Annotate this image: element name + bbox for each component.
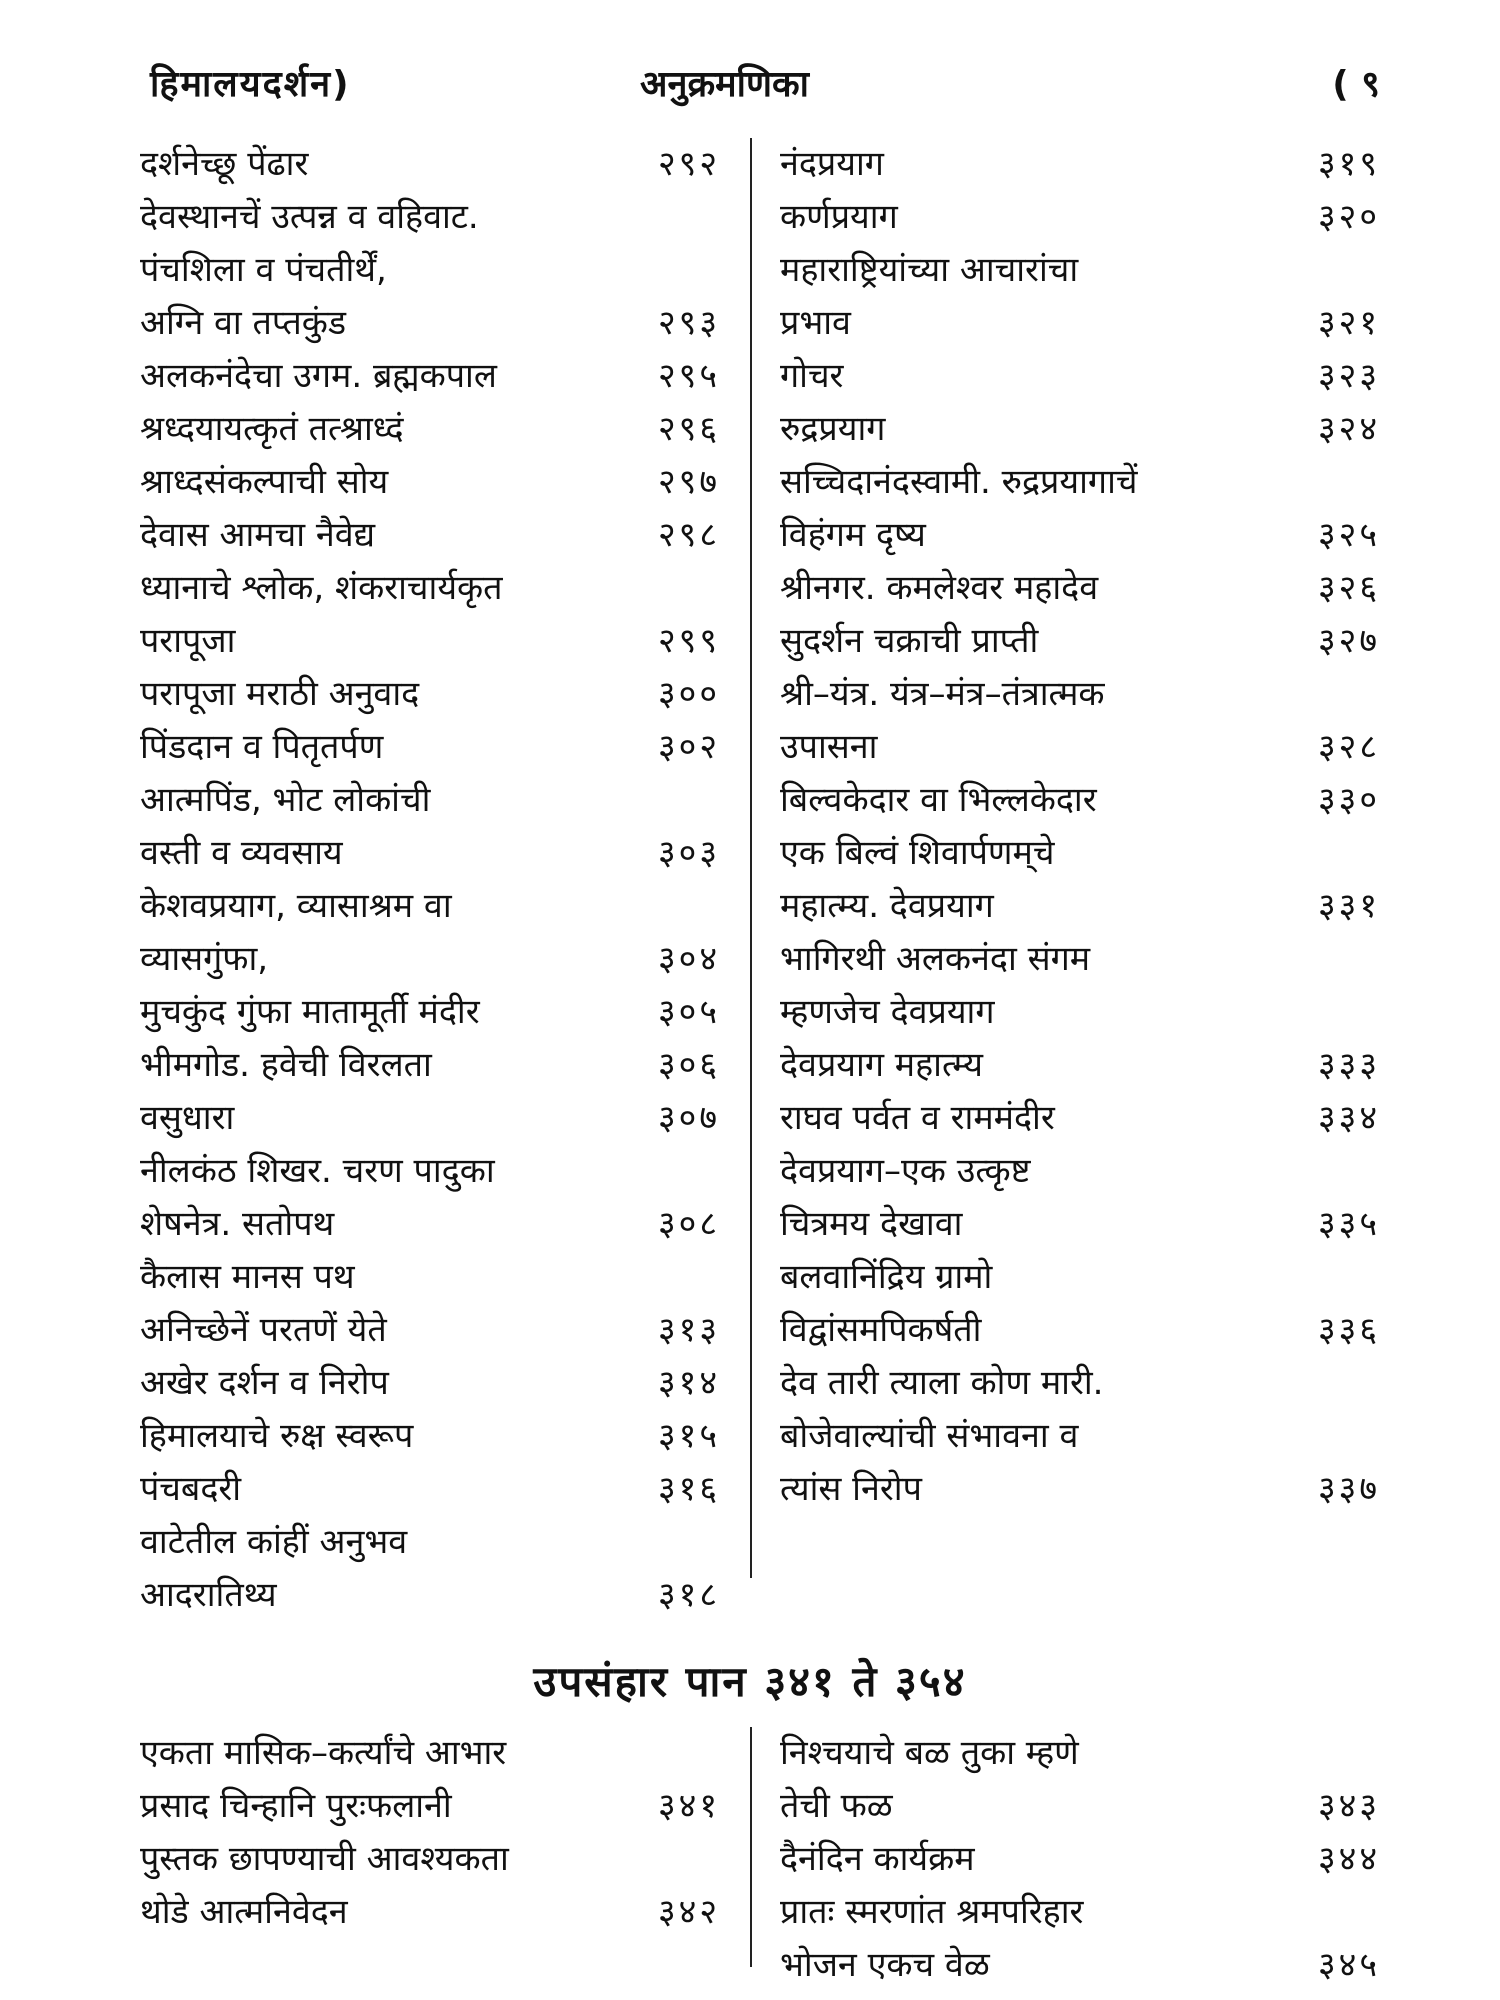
entry-title: दर्शनेच्छू पेंढार xyxy=(140,144,309,184)
entry-title: आदरातिथ्य xyxy=(140,1575,277,1615)
index-left-column xyxy=(140,138,720,1622)
entry-title: शेषनेत्र. सतोपथ xyxy=(140,1204,335,1244)
entry-title: म्हणजेच देवप्रयाग xyxy=(780,992,995,1032)
index-entry xyxy=(140,1092,720,1145)
entry-page-number: ३१३ xyxy=(657,1310,720,1350)
index-entry xyxy=(780,721,1380,774)
entry-page-number: २९५ xyxy=(657,356,720,396)
entry-page-number: ३३४ xyxy=(1317,1098,1380,1138)
index-entry xyxy=(780,986,1380,1039)
entry-title: देवस्थानचें उत्पन्न व वहिवाट. xyxy=(140,197,479,237)
index-entry xyxy=(140,1886,720,1939)
index-entry xyxy=(780,1410,1380,1463)
entry-page-number: ३०३ xyxy=(657,833,720,873)
index-entry xyxy=(140,1039,720,1092)
index-entry xyxy=(140,350,720,403)
entry-title: थोडे आत्मनिवेदन xyxy=(140,1892,348,1932)
index-entry xyxy=(140,827,720,880)
entry-page-number: २९७ xyxy=(657,462,720,502)
entry-title: श्रध्दयायत्कृतं तत्श्राध्दं xyxy=(140,409,404,449)
entry-page-number: ३२६ xyxy=(1317,568,1380,608)
index-entry xyxy=(140,933,720,986)
entry-title: गोचर xyxy=(780,356,844,396)
entry-title: पिंडदान व पितृतर्पण xyxy=(140,727,384,767)
index-entry xyxy=(140,1833,720,1886)
index-entry xyxy=(780,1727,1380,1780)
entry-title: तेची फळ xyxy=(780,1786,893,1826)
entry-page-number: ३०५ xyxy=(657,992,720,1032)
entry-title: महात्म्य. देवप्रयाग xyxy=(780,886,994,926)
entry-title: निश्चयाचे बळ तुका म्हणे xyxy=(780,1733,1079,1773)
entry-title: श्रीनगर. कमलेश्वर महादेव xyxy=(780,568,1099,608)
entry-title: रुद्रप्रयाग xyxy=(780,409,886,449)
column-divider xyxy=(750,1727,752,1967)
index-entry xyxy=(140,1198,720,1251)
index-entry xyxy=(140,297,720,350)
index-entry xyxy=(780,668,1380,721)
entry-page-number: ३३१ xyxy=(1317,886,1380,926)
index-entry xyxy=(140,615,720,668)
entry-title: अखेर दर्शन व निरोप xyxy=(140,1363,389,1403)
index-entry xyxy=(140,1357,720,1410)
entry-page-number: ३०६ xyxy=(657,1045,720,1085)
entry-page-number: ३१४ xyxy=(657,1363,720,1403)
index-entry xyxy=(780,1198,1380,1251)
index-entry xyxy=(140,1304,720,1357)
index-entry xyxy=(780,509,1380,562)
entry-title: एकता मासिक–कर्त्यांचे आभार xyxy=(140,1733,507,1773)
entry-title: पंचबदरी xyxy=(140,1469,242,1509)
entry-page-number: ३१५ xyxy=(657,1416,720,1456)
index-entry xyxy=(140,403,720,456)
entry-title: त्यांस निरोप xyxy=(780,1469,922,1509)
index-entry xyxy=(780,933,1380,986)
entry-title: महाराष्ट्रियांच्या आचारांचा xyxy=(780,250,1079,290)
entry-title: भागिरथी अलकनंदा संगम xyxy=(780,939,1091,979)
entry-title: चित्रमय देखावा xyxy=(780,1204,963,1244)
index-entry xyxy=(780,1251,1380,1304)
entry-page-number: ३२८ xyxy=(1317,727,1380,767)
entry-page-number: २९६ xyxy=(657,409,720,449)
entry-title: अलकनंदेचा उगम. ब्रह्मकपाल xyxy=(140,356,497,396)
running-head-page-number: ( ९ xyxy=(1332,64,1380,105)
entry-title: अग्नि वा तप्तकुंड xyxy=(140,303,347,343)
index-entry xyxy=(780,1092,1380,1145)
entry-page-number: ३३७ xyxy=(1317,1469,1380,1509)
entry-page-number: ३४३ xyxy=(1317,1786,1380,1826)
index-left-column xyxy=(140,1727,720,1939)
entry-title: पंचशिला व पंचतीर्थें, xyxy=(140,250,387,290)
entry-title: नंदप्रयाग xyxy=(780,144,884,184)
entry-title: कैलास मानस पथ xyxy=(140,1257,355,1297)
entry-title: देवास आमचा नैवेद्य xyxy=(140,515,376,555)
index-entry xyxy=(780,1145,1380,1198)
entry-title: भोजन एकच वेळ xyxy=(780,1945,990,1985)
index-entry xyxy=(780,1039,1380,1092)
index-entry xyxy=(780,138,1380,191)
index-entry xyxy=(140,1463,720,1516)
index-entry xyxy=(780,244,1380,297)
index-right-column xyxy=(780,138,1380,1516)
column-divider xyxy=(750,138,752,1578)
entry-page-number: ३३६ xyxy=(1317,1310,1380,1350)
entry-title: दैनंदिन कार्यक्रम xyxy=(780,1839,975,1879)
entry-page-number: ३४५ xyxy=(1317,1945,1380,1985)
index-entry xyxy=(780,1939,1380,1992)
entry-title: वस्ती व व्यवसाय xyxy=(140,833,343,873)
entry-page-number: ३०७ xyxy=(657,1098,720,1138)
index-entry xyxy=(140,1780,720,1833)
index-entry xyxy=(140,721,720,774)
entry-page-number: ३२३ xyxy=(1317,356,1380,396)
entry-page-number: ३२० xyxy=(1317,197,1380,237)
entry-title: वसुधारा xyxy=(140,1098,235,1138)
entry-title: नीलकंठ शिखर. चरण पादुका xyxy=(140,1151,495,1191)
index-entry xyxy=(780,1780,1380,1833)
index-entry xyxy=(140,774,720,827)
index-entry xyxy=(140,668,720,721)
entry-title: सच्चिदानंदस्वामी. रुद्रप्रयागाचें xyxy=(780,462,1138,502)
entry-page-number: ३२७ xyxy=(1317,621,1380,661)
entry-title: प्रभाव xyxy=(780,303,851,343)
page-header xyxy=(150,58,1380,118)
index-entry xyxy=(780,562,1380,615)
entry-title: विहंगम दृष्य xyxy=(780,515,926,555)
entry-page-number: ३०४ xyxy=(657,939,720,979)
entry-title: देवप्रयाग महात्म्य xyxy=(780,1045,983,1085)
running-head-section: अनुक्रमणिका xyxy=(640,64,809,105)
entry-title: सुदर्शन चक्राची प्राप्ती xyxy=(780,621,1039,661)
entry-title: विद्वांसमपिकर्षती xyxy=(780,1310,982,1350)
entry-page-number: २९९ xyxy=(657,621,720,661)
index-entry xyxy=(140,509,720,562)
entry-title: आत्मपिंड, भोट लोकांची xyxy=(140,780,431,820)
entry-title: प्रसाद चिन्हानि पुरःफलानी xyxy=(140,1786,452,1826)
running-head-book-title: हिमालयदर्शन) xyxy=(150,64,351,105)
entry-title: परापूजा मराठी अनुवाद xyxy=(140,674,420,714)
entry-title: श्री–यंत्र. यंत्र–मंत्र–तंत्रात्मक xyxy=(780,674,1105,714)
index-entry xyxy=(780,1886,1380,1939)
entry-page-number: २९२ xyxy=(657,144,720,184)
entry-page-number: ३०० xyxy=(657,674,720,714)
index-entry xyxy=(780,403,1380,456)
entry-title: व्यासगुंफा, xyxy=(140,939,269,979)
entry-title: कर्णप्रयाग xyxy=(780,197,898,237)
index-entry xyxy=(780,1833,1380,1886)
entry-title: उपासना xyxy=(780,727,878,767)
index-entry xyxy=(140,1410,720,1463)
index-entry xyxy=(140,986,720,1039)
entry-page-number: ३१६ xyxy=(657,1469,720,1509)
entry-title: देवप्रयाग–एक उत्कृष्ट xyxy=(780,1151,1031,1191)
index-entry xyxy=(140,1251,720,1304)
section-title: उपसंहार पान ३४१ ते ३५४ xyxy=(533,1657,967,1706)
entry-page-number: ३४१ xyxy=(657,1786,720,1826)
entry-page-number: ३३३ xyxy=(1317,1045,1380,1085)
index-entry xyxy=(780,191,1380,244)
index-entry xyxy=(780,350,1380,403)
index-entry xyxy=(780,774,1380,827)
entry-page-number: ३०२ xyxy=(657,727,720,767)
index-entry xyxy=(140,456,720,509)
entry-title: भीमगोड. हवेची विरलता xyxy=(140,1045,432,1085)
index-entry xyxy=(780,456,1380,509)
index-entry xyxy=(140,1727,720,1780)
index-entry xyxy=(140,138,720,191)
entry-page-number: ३४२ xyxy=(657,1892,720,1932)
index-entry xyxy=(140,880,720,933)
entry-page-number: ३२५ xyxy=(1317,515,1380,555)
entry-title: अनिच्छेनें परतणें येते xyxy=(140,1310,387,1350)
entry-page-number: २९३ xyxy=(657,303,720,343)
entry-page-number: ३१८ xyxy=(657,1575,720,1615)
index-entry xyxy=(780,1463,1380,1516)
entry-page-number: ३३५ xyxy=(1317,1204,1380,1244)
index-right-column xyxy=(780,1727,1380,1992)
index-entry xyxy=(780,615,1380,668)
index-entry xyxy=(140,1516,720,1569)
index-entry xyxy=(140,191,720,244)
entry-page-number: २९८ xyxy=(657,515,720,555)
entry-title: पुस्तक छापण्याची आवश्यकता xyxy=(140,1839,509,1879)
entry-page-number: ३२१ xyxy=(1317,303,1380,343)
entry-title: बलवानिंद्रिय ग्रामो xyxy=(780,1257,993,1297)
index-entry xyxy=(780,1304,1380,1357)
index-entry xyxy=(780,880,1380,933)
index-entry xyxy=(780,297,1380,350)
entry-title: देव तारी त्याला कोण मारी. xyxy=(780,1363,1104,1403)
index-entry xyxy=(780,827,1380,880)
index-entry xyxy=(780,1357,1380,1410)
entry-page-number: ३०८ xyxy=(657,1204,720,1244)
entry-title: हिमालयाचे रुक्ष स्वरूप xyxy=(140,1416,414,1456)
entry-title: प्रातः स्मरणांत श्रमपरिहार xyxy=(780,1892,1084,1932)
entry-title: परापूजा xyxy=(140,621,236,661)
entry-title: ध्यानाचे श्लोक, शंकराचार्यकृत xyxy=(140,568,503,608)
index-entry xyxy=(140,244,720,297)
index-entry xyxy=(140,1569,720,1622)
entry-title: श्राध्दसंकल्पाची सोय xyxy=(140,462,389,502)
entry-page-number: ३४४ xyxy=(1317,1839,1380,1879)
entry-title: वाटेतील कांहीं अनुभव xyxy=(140,1522,408,1562)
entry-page-number: ३२४ xyxy=(1317,409,1380,449)
entry-title: केशवप्रयाग, व्यासाश्रम वा xyxy=(140,886,452,926)
index-entry xyxy=(140,562,720,615)
entry-title: मुचकुंद गुंफा मातामूर्ती मंदीर xyxy=(140,992,480,1032)
entry-page-number: ३३० xyxy=(1317,780,1380,820)
entry-title: बोजेवाल्यांची संभावना व xyxy=(780,1416,1079,1456)
entry-title: एक बिल्वं शिवार्पणम्‌चे xyxy=(780,833,1055,873)
index-entry xyxy=(140,1145,720,1198)
entry-title: बिल्वकेदार वा भिल्लकेदार xyxy=(780,780,1097,820)
entry-title: राघव पर्वत व राममंदीर xyxy=(780,1098,1055,1138)
entry-page-number: ३१९ xyxy=(1317,144,1380,184)
